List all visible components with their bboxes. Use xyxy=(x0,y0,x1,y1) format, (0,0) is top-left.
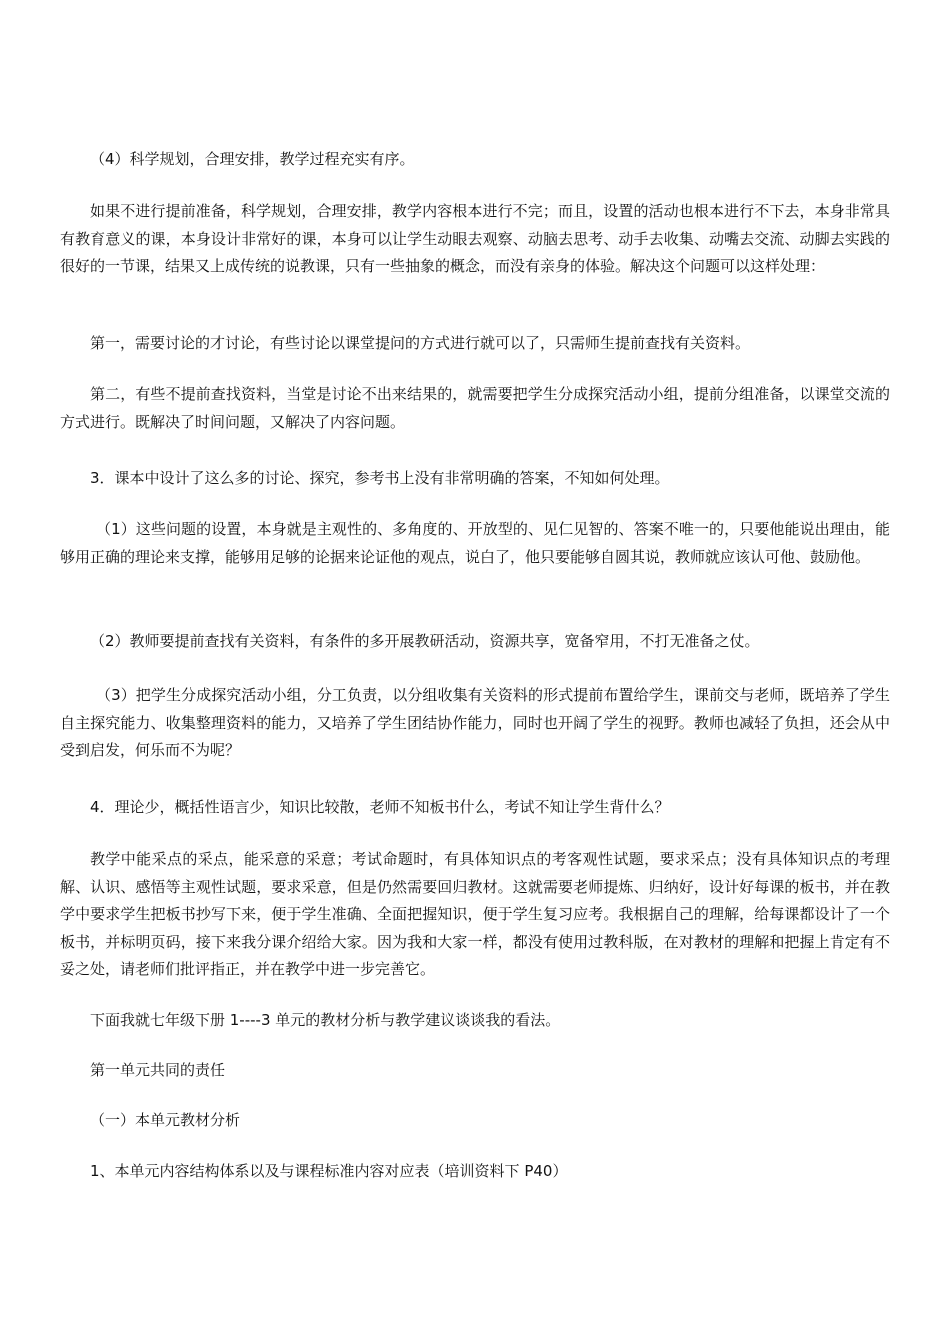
paragraph-teaching-points: 教学中能采点的采点，能采意的采意；考试命题时，有具体知识点的考客观性试题，要求采点；没有具体知识点的考理解、认识、感悟等主观性试题，要求采意，但是仍然需要回归教材。这就需要老师提炼、归纳好，设计好每课的板书，并在教学中要求学生把板书抄写下来，便于学生准确、全面把握知识，便于学生复习应考。我根据自己的理解，给每课都设计了一个板书，并标明页码，接下来我分课介绍给大家。因为我和大家一样，都没有使用过教科版，在对教材的理解和把握上肯定有不妥之处，请老师们批评指正，并在教学中进一步完善它。 xyxy=(60,850,890,978)
paragraph-first: 第一，需要讨论的才讨论，有些讨论以课堂提问的方式进行就可以了，只需师生提前查找有关资料。 xyxy=(90,334,751,352)
paragraph-point-3: （3）把学生分成探究活动小组，分工负责，以分组收集有关资料的形式提前布置给学生，课前交与老师，既培养了学生自主探究能力、收集整理资料的能力，又培养了学生团结协作能力，同时也开阔了学生的视野。教师也减轻了负担，还会从中受到启发，何乐而不为呢？ xyxy=(60,686,890,759)
paragraph-second: 第二，有些不提前查找资料，当堂是讨论不出来结果的，就需要把学生分成探究活动小组，提前分组准备，以课堂交流的方式进行。既解决了时间问题，又解决了内容问题。 xyxy=(60,385,890,431)
paragraph-no-preparation: 如果不进行提前准备，科学规划，合理安排，教学内容根本进行不完；而且，设置的活动也根本进行不下去，本身非常具有教育意义的课，本身设计非常好的课，本身可以让学生动眼去观察、动脑去思考、动手去收集、动嘴去交流、动脚去实践的很好的一节课，结果又上成传统的说教课，只有一些抽象的概念，而没有亲身的体验。解决这个问题可以这样处理： xyxy=(60,202,890,275)
heading-question-4: 4．理论少，概括性语言少，知识比较散，老师不知板书什么，考试不知让学生背什么？ xyxy=(90,798,670,816)
paragraph-point-1: （1）这些问题的设置，本身就是主观性的、多角度的、开放型的、见仁见智的、答案不唯一的，只要他能说出理由，能够用正确的理论来支撑，能够用足够的论据来论证他的观点，说白了，他只要能够自圆其说，教师就应该认可他、鼓励他。 xyxy=(60,520,890,566)
heading-question-3: 3．课本中设计了这么多的讨论、探究，参考书上没有非常明确的答案，不知如何处理。 xyxy=(90,469,670,487)
paragraph-intro-units: 下面我就七年级下册 1----3 单元的教材分析与教学建议谈谈我的看法。 xyxy=(90,1011,561,1029)
heading-analysis: （一）本单元教材分析 xyxy=(90,1111,241,1129)
paragraph-point-2: （2）教师要提前查找有关资料，有条件的多开展教研活动，资源共享，宽备窄用，不打无准备之仗。 xyxy=(90,632,760,650)
heading-structure-table: 1、本单元内容结构体系以及与课程标准内容对应表（培训资料下 P40） xyxy=(90,1162,568,1180)
paragraph-4-planning: （4）科学规划，合理安排，教学过程充实有序。 xyxy=(90,150,415,168)
heading-unit-1: 第一单元共同的责任 xyxy=(90,1061,226,1079)
